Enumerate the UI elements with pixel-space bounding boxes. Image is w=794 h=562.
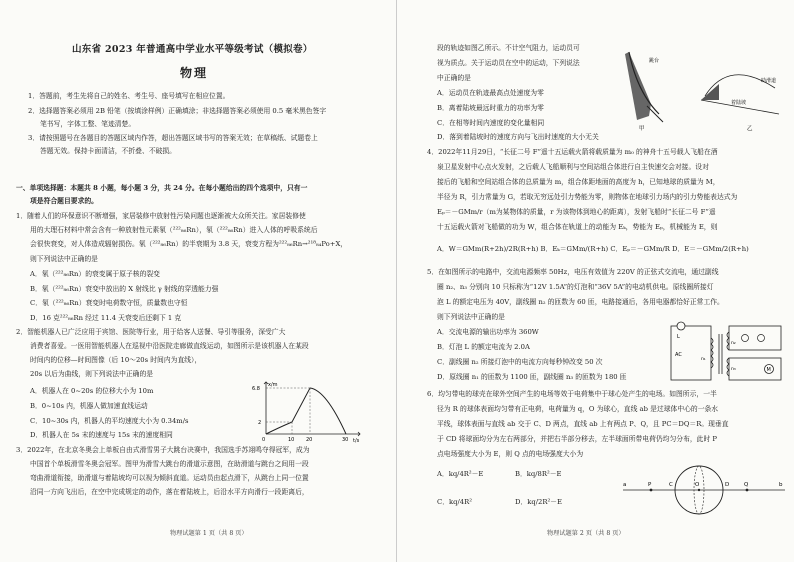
q5-line-4: 则下列说法中正确的是	[437, 313, 505, 321]
q6-option-b: B．kq/8R²－E	[515, 470, 562, 478]
ramp-shape	[625, 52, 651, 120]
q1-option-d: D．16 克²²²₈₆Rn 经过 11.4 天衰变后还剩下 1 克	[30, 314, 182, 322]
q5-line-3: 泡 L 的额定电压为 40V，副线圈 n₂ 的匝数为 60 匝，电路接通后，各用电器都恰好正常工作。	[437, 298, 724, 306]
q5-option-a: A．交流电源的输出功率为 360W	[437, 328, 539, 336]
q3-option-d: D．落到着陆坡时的速度方向与飞出时速度的大小无关	[437, 133, 599, 141]
label-n3: n₃	[731, 367, 736, 372]
q3-line-4: 沿同一方向飞出后，在空中完成规定的动作，落在着陆坡上，后沿水平方向滑行一段距离后，	[30, 488, 309, 496]
notice-2: 2．选择题答案必须用 2B 铅笔（按填涂样例）正确填涂；非选择题答案必须使用 0.5 毫米黑色签字	[28, 107, 327, 115]
q4-line-1: 4．2022年11月29日，“长征二号 F”遥十五运载火箭将载质量为 m₀ 的神舟十五号载人飞船在酒	[427, 148, 718, 156]
label-lamp: L	[677, 334, 680, 340]
point-q	[746, 489, 749, 492]
lamp-icon	[742, 335, 749, 342]
lamp-icon	[758, 335, 765, 342]
exam-title: 山东省 2023 年普通高中学业水平等级考试（模拟卷）	[72, 44, 313, 55]
q3-option-a: A．运动员在轨迹最高点处速度为零	[437, 89, 544, 97]
q4-line-5: Eₚ＝－GMm/r（m为某物体的质量，r 为该物体到地心的距离），发射飞船时“长征二号 F”遥	[437, 208, 716, 216]
label-fig-a: 甲	[639, 126, 645, 132]
q3-cont-2: 视为质点。关于运动员在空中的运动，下列说法	[437, 59, 580, 67]
notice-2b: 笔书写，字体工整、笔迹清楚。	[40, 120, 136, 128]
q2-option-d: D．机器人在 5s 末的速度与 15s 末的速度相同	[30, 431, 173, 439]
label-q: Q	[744, 482, 749, 488]
q1-line-1: 1．随着人们的环保意识不断增强，家居装修中放射性污染问题也逐渐被大众所关注。家居装修使	[16, 212, 306, 220]
x-tick-10: 10	[288, 437, 295, 443]
q1-line-3: 会很快衰变，对人体造成辐射损伤。氡（²²²₈₆Rn）的半衰期为 3.8 天，衰变方程为²²²₈₆Rn→²¹⁸₈₄Po+X，	[30, 240, 348, 248]
q6-line-2: 径为 R 的球体表面均匀带有正电荷，电荷量为 q，O 为球心，直线 ab 是过球体中心的一条水	[437, 405, 719, 413]
label-landing: 着陆坡	[731, 100, 747, 106]
notice-3b: 答题无效。保持卡面清洁，不折叠、不破损。	[40, 147, 176, 155]
q3-ski-figures	[619, 44, 789, 132]
label-b: b	[779, 482, 783, 488]
q4-line-3: 接后的飞船和空间站组合体的总质量为 m，组合体距地面的高度为 h，已知地球的质量为 M，	[437, 178, 720, 186]
q2-xt-graph	[248, 378, 366, 444]
q5-line-2: 圈 n₂、n₃ 分别向 10 只标称为“12V 1.5A”的灯泡和“36V 5A”的电动机供电。原线圈所接灯	[437, 283, 714, 291]
q3-option-c: C．在相等时间内速度的变化量相同	[437, 119, 545, 127]
jump-platform	[701, 84, 719, 100]
q6-option-d: D．kq/2R²－E	[515, 498, 562, 506]
label-n1: n₁	[701, 357, 706, 362]
label-slope: 助滑道	[761, 78, 777, 84]
q2-line-3: 时间内的位移—时间图像（后 10～20s 时间内为直线），	[30, 356, 202, 364]
q5-option-c: C．副线圈 n₂ 所接灯泡中的电流方向每秒钟改变 50 次	[437, 358, 603, 366]
q6-sphere-figure	[619, 460, 789, 522]
q5-line-1: 5．在如图所示的电路中，交流电源频率 50Hz，电压有效值为 220V 的正弦式交流电，通过副线	[427, 268, 719, 276]
q3-option-b: B．离着陆坡最远时重力的功率为零	[437, 104, 544, 112]
q4-line-2: 泉卫星发射中心点火发射，之后载人飞船顺利与空间站组合体进行自主快速交会对接。设对	[437, 163, 709, 171]
label-fig-b: 乙	[747, 126, 753, 132]
q1-line-4: 则下列说法中正确的是	[30, 255, 98, 263]
label-a: a	[623, 482, 627, 488]
xt-curve	[266, 388, 346, 434]
x-tick-0: 0	[262, 437, 266, 443]
q3-line-2: 中国首个单板滑雪冬奥会冠军。图甲为滑雪大跳台的滑道示意图，在助滑道与跳台之间用一段	[30, 460, 309, 468]
x-tick-20: 20	[306, 437, 313, 443]
lamp-l-icon	[677, 322, 685, 330]
label-d: D	[725, 482, 730, 488]
point-o	[698, 489, 700, 491]
lamp-loop	[729, 326, 781, 350]
label-o: O	[695, 482, 700, 488]
subject-title: 物理	[180, 66, 209, 80]
q3-line-1: 3．2022年，在北京冬奥会上单板自由式滑雪男子大跳台决赛中，我国选手苏翊鸣夺得冠军，成为	[16, 446, 310, 454]
label-n2: n₂	[731, 341, 736, 346]
label-platform: 跳台	[649, 58, 660, 64]
q6-option-a: A．kq/4R²－E	[437, 470, 484, 478]
q2-line-2: 消费者喜爱。一医用智能机器人在巡视中沿医院走廊做直线运动，如图所示是该机器人在某段	[30, 342, 309, 350]
y-tick-2: 2	[258, 420, 262, 426]
section-1-heading-2: 项是符合题目要求的。	[30, 197, 98, 205]
section-1-heading: 一、单项选择题：本题共 8 小题，每小题 3 分，共 24 分。在每小题给出的四个选项中，只有一	[16, 184, 308, 192]
q3-cont-1: 段的轨迹如图乙所示。不计空气阻力，运动员可	[437, 44, 580, 52]
q1-line-2: 用的大理石材料中常会含有一种放射性元素氡（²²²₈₆Rn），氡（²²²₈₆Rn）进入人体的呼吸系统后	[30, 226, 318, 234]
y-axis-label: x/m	[268, 382, 278, 388]
q1-option-c: C．氡（²²²₈₆Rn）衰变时电荷数守恒，质量数也守恒	[30, 299, 188, 307]
notice-3: 3．请按照题号在各题目的答题区域内作答，超出答题区域书写的答案无效；在草稿纸、试题卷上	[28, 134, 318, 142]
label-motor: M	[766, 367, 771, 373]
label-ac: AC	[675, 352, 682, 358]
q4-options: A．W＝GMm(R+2h)/2R(R+h) B．Eₖ＝GMm/(R+h) C．Eₚ＝－GMm/R D．E＝－GMm/2(R+h)	[437, 245, 749, 253]
footer-right: 物理试题第 2 页（共 8 页）	[547, 530, 625, 537]
point-p	[650, 489, 653, 492]
q2-option-a: A．机器人在 0~20s 的位移大小为 10m	[30, 387, 154, 395]
q1-option-b: B．氡（²²²₈₆Rn）衰变中放出的 X 射线比 γ 射线的穿透能力强	[30, 285, 219, 293]
q2-line-1: 2．智能机器人已广泛应用于宾馆、医院等行业，用于给客人送餐、导引等服务，深受广大	[16, 328, 286, 336]
q2-line-4: 20s 以后为曲线，则下列说法中正确的是	[30, 370, 154, 378]
y-tick-6-8: 6.8	[252, 386, 260, 392]
label-p: P	[648, 482, 652, 488]
q6-line-3: 平线，球体表面与直线 ab 交于 C、D 两点，直线 ab 上有两点 P、Q，且 PC＝DQ＝R。现垂直	[437, 420, 729, 428]
q3-line-3: 弯曲滑道衔接，助滑道与着陆坡均可以视为倾斜直道。运动员由起点滑下，从跳台上同一位置	[30, 474, 309, 482]
q6-line-5: 点电场强度大小为 E，则 Q 点的电场强度大小为	[437, 450, 584, 458]
footer-left: 物理试题第 1 页（共 8 页）	[170, 530, 248, 537]
q2-option-b: B．0~10s 内，机器人做加速直线运动	[30, 402, 148, 410]
ramp-lower	[647, 106, 663, 122]
q2-option-c: C．10~30s 内，机器人的平均速度大小为 0.34m/s	[30, 417, 189, 425]
x-tick-30: 30	[342, 437, 349, 443]
q4-line-4: 半径为 R，引力常量为 G，若取无穷远处引力势能为零，则物体在地球引力场内的引力势能表达式为	[437, 193, 738, 201]
q6-line-1: 6．均匀带电的球壳在球外空间产生的电场等效于电荷集中于球心处产生的电场。如图所示，一半	[427, 390, 717, 398]
notice-1: 1．答题前，考生先将自己的姓名、考生号、座号填写在相应位置。	[28, 92, 230, 100]
label-c: C	[669, 482, 673, 488]
x-axis-label: t/s	[353, 438, 360, 444]
page-right	[397, 0, 794, 562]
q5-option-d: D．原线圈 n₁ 的匝数为 1100 匝，副线圈 n₃ 的匝数为 180 匝	[437, 373, 627, 381]
q4-line-6: 十五运载火箭对飞船做的功为 W，组合体在轨道上的动能为 Eₖ，势能为 Eₚ，机械能为 E，则	[437, 223, 718, 231]
q5-option-b: B．灯泡 L 的额定电流为 2.0A	[437, 343, 530, 351]
q3-cont-3: 中正确的是	[437, 74, 471, 82]
q5-circuit	[665, 320, 787, 386]
q6-line-4: 于 CD 将球面均分为左右两部分，并把右半部分移去，左半球面所带电荷仍均匀分布，此时 P	[437, 435, 717, 443]
q1-option-a: A．氡（²²²₈₆Rn）的衰变属于原子核的裂变	[30, 270, 160, 278]
q6-option-c: C．kq/4R²	[437, 498, 472, 506]
